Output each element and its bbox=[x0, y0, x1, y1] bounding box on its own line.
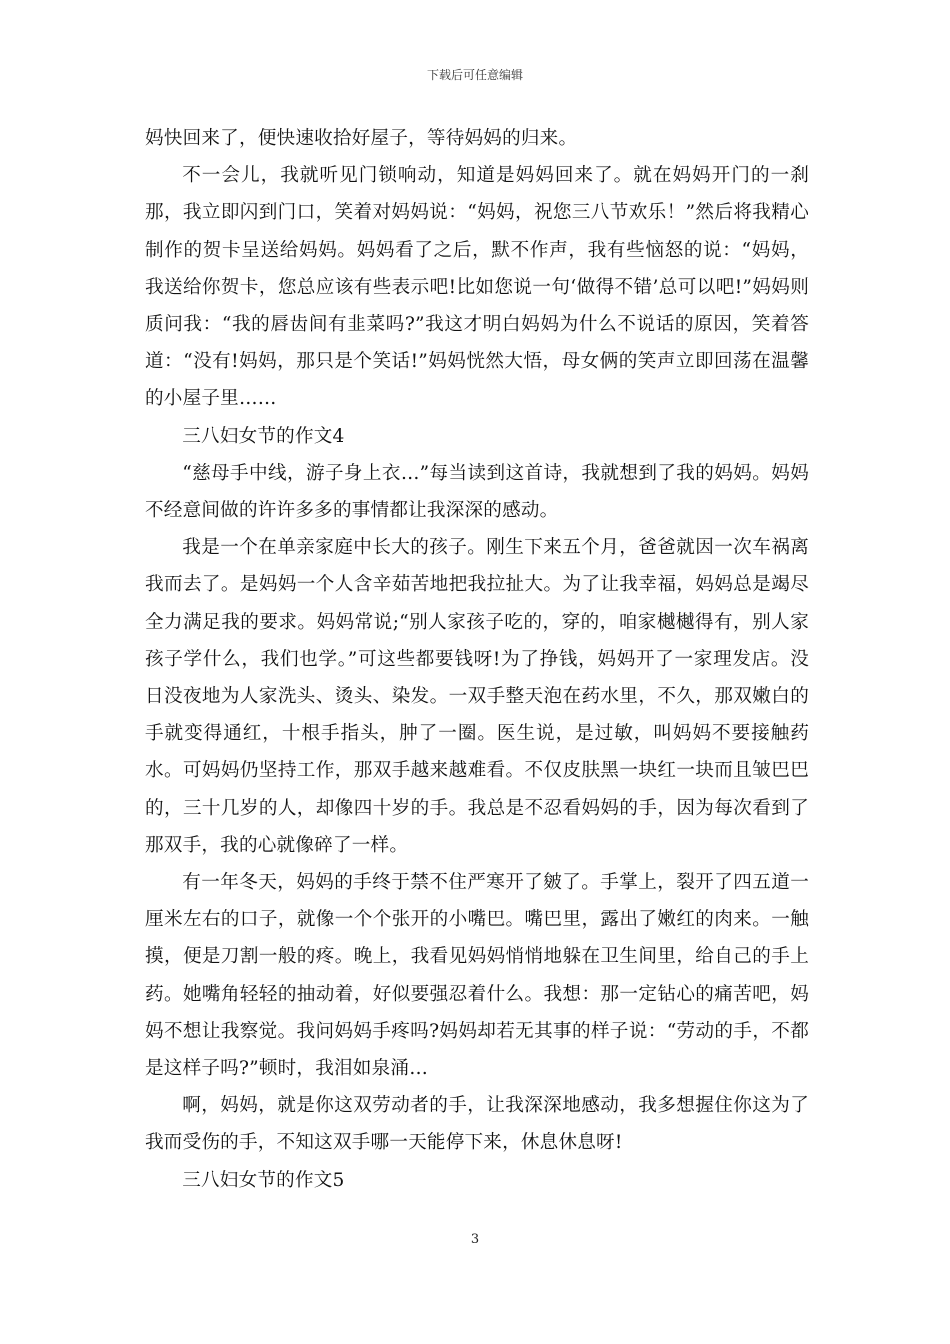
document-body bbox=[145, 120, 809, 1199]
paragraph-6: 啊，妈妈，就是你这双劳动者的手，让我深深地感动，我多想握住你这为了我而受伤的手，不知这双手哪一天能停下来，休息休息呀! bbox=[145, 1095, 809, 1154]
page-header: 下载后可任意编辑 bbox=[426, 68, 523, 82]
paragraph-5: 有一年冬天，妈妈的手终于禁不住严寒开了皴了。手掌上，裂开了四五道一厘米左右的口子，就像一个个张开的小嘴巴。嘴巴里，露出了嫩红的肉来。一触摸，便是刀割一般的疼。晚上，我看见妈妈悄悄地躲在卫生间里，给自己的手上药。她嘴角轻轻的抽动着，好似要强忍着什么。我想：那一定钻心的痛苦吧，妈妈不想让我察觉。我问妈妈手疼吗?妈妈却若无其事的样子说：“劳动的手，不都是这样子吗?”顿时，我泪如泉涌… bbox=[145, 872, 809, 1080]
section-heading-4: 三八妇女节的作文4 bbox=[182, 425, 345, 447]
paragraph-2: 不一会儿，我就听见门锁响动，知道是妈妈回来了。就在妈妈开门的一刹那，我立即闪到门口，笑着对妈妈说：“妈妈，祝您三八节欢乐！”然后将我精心制作的贺卡呈送给妈妈。妈妈看了之后，默不作声，我有些恼怒的说：“妈妈，我送给你贺卡，您总应该有些表示吧!比如您说一句‘做得不错’总可以吧!”妈妈则质问我：“我的唇齿间有韭菜吗?”我这才明白妈妈为什么不说话的原因，笑着答道：“没有!妈妈，那只是个笑话!”妈妈恍然大悟，母女俩的笑声立即回荡在温馨的小屋子里…… bbox=[145, 165, 809, 410]
paragraph-1: 妈快回来了，便快速收拾好屋子，等待妈妈的归来。 bbox=[145, 128, 578, 149]
paragraph-4: 我是一个在单亲家庭中长大的孩子。刚生下来五个月，爸爸就因一次车祸离我而去了。是妈妈一个人含辛茹苦地把我拉扯大。为了让我幸福，妈妈总是竭尽全力满足我的要求。妈妈常说;“别人家孩子吃的，穿的，咱家樾樾得有，别人家孩子学什么，我们也学。”可这些都要钱呀!为了挣钱，妈妈开了一家理发店。没日没夜地为人家洗头、烫头、染发。一双手整天泡在药水里，不久，那双嫩白的手就变得通红，十根手指头，肿了一圈。医生说，是过敏，叫妈妈不要接触药水。可妈妈仍坚持工作，那双手越来越难看。不仅皮肤黑一块红一块而且皱巴巴的，三十几岁的人，却像四十岁的手。我总是不忍看妈妈的手，因为每次看到了那双手，我的心就像碎了一样。 bbox=[145, 537, 809, 856]
section-heading-5: 三八妇女节的作文5 bbox=[182, 1169, 345, 1191]
page-number: 3 bbox=[470, 1232, 480, 1247]
paragraph-3: “慈母手中线，游子身上衣…”每当读到这首诗，我就想到了我的妈妈。妈妈不经意间做的许许多多的事情都让我深深的感动。 bbox=[145, 462, 809, 522]
